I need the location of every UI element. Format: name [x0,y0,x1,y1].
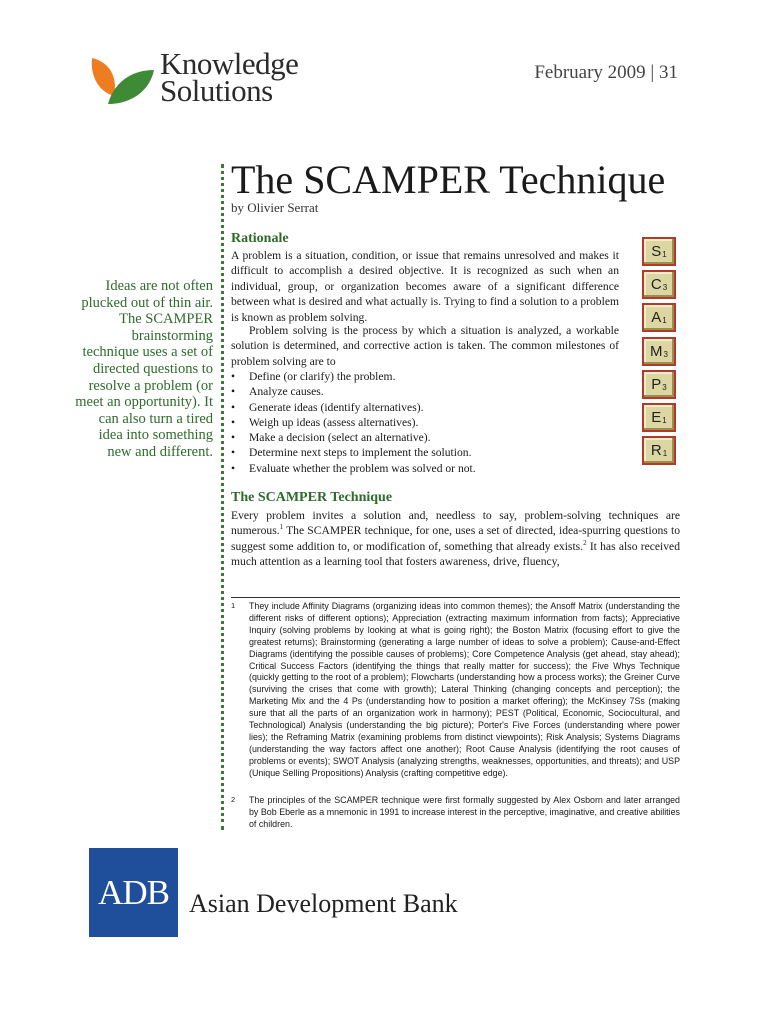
tile-letter: S [651,243,662,260]
footnote-ref-1[interactable]: 1 [279,523,284,532]
problem-solving-steps [231,369,621,476]
knowledge-solutions-logo [88,46,318,112]
adb-abbr: ADB [98,872,169,912]
adb-logo [89,848,178,937]
letter-tile [642,237,676,266]
dotted-divider [221,164,224,830]
scamper-text-2: The SCAMPER technique, for one, uses a set of directed, idea-spurring questions to suggest some addition to, or modification of, something that already exists. [231,524,680,553]
list-item: • Determine next steps to implement the solution. [231,445,621,460]
issue-date-page: February 2009 | 31 [534,62,678,83]
letter-tile [642,370,676,399]
letter-tile [642,337,676,366]
tile-letter: E [651,408,662,426]
scamper-text-1: Every problem invites a solution and, needless to say, problem-solving techniques are numerous. [231,509,680,538]
letter-tile [642,436,676,465]
letter-tile [642,270,676,299]
tile-score: 1 [662,316,667,326]
tile-letter: A [651,309,662,327]
tile-score: 1 [662,250,667,259]
footnote-ref-2[interactable]: 2 [583,538,587,547]
tile-letter: P [651,375,662,393]
brand-line-1: Knowledge [160,46,299,81]
list-item: • Analyze causes. [231,384,621,399]
byline: by Olivier Serrat [231,200,319,215]
scamper-tiles [642,237,680,469]
letter-tile [642,403,676,432]
tile-score: 3 [662,283,668,293]
list-item: • Weigh up ideas (assess alternatives). [231,415,621,430]
tile-score: 1 [662,415,667,425]
leaf-logo-icon [88,56,158,106]
tile-letter: R [650,442,662,460]
footnote-rule [231,597,680,598]
page-title: The SCAMPER Technique [231,157,666,202]
rationale-paragraph-2: Problem solving is the process by which a situation is analyzed, a workable solution is determined, and corrective action is taken. The common milestones of problem solving are to [231,324,619,368]
letter-tile [642,303,676,332]
list-item: • Define (or clarify) the problem. [231,369,621,384]
rationale-heading: Rationale [231,231,289,246]
scamper-text-3: It has also received much attention as a learning tool that fosters awareness, drive, fluency, [231,539,680,569]
footnote-number-1: 1 [231,601,236,610]
brand-line-2: Solutions [160,73,273,108]
tile-score: 1 [662,449,668,459]
scamper-heading: The SCAMPER Technique [231,490,393,505]
scamper-paragraph [231,508,680,570]
adb-name: Asian Development Bank [189,889,458,918]
list-item: • Make a decision (select an alternative). [231,430,621,445]
footnote-2: The principles of the SCAMPER technique were first formally suggested by Alex Osborn and later arranged by Bob Eberle as a mnemonic in 1991 to increase interest in the perceptive, imaginative, and creative abilities of children. [249,795,680,829]
tile-score: 3 [663,349,668,359]
tile-score: 3 [662,382,667,392]
footnote-number-2: 2 [231,795,236,804]
tile-letter: M [650,342,663,360]
list-item: • Evaluate whether the problem was solved or not. [231,461,621,476]
tile-letter: C [650,276,662,294]
list-item: • Generate ideas (identify alternatives). [231,400,621,415]
footnote-1: They include Affinity Diagrams (organizing ideas into common themes); the Ansoff Matrix (understanding the different risks of different options); Appreciation (extracting maximum information from facts); Appreciative Inquiry (solving problems by looking at what is going right); the Boston Matrix (focusing effort to give the greatest returns); Brainstorming (generating a large number of ideas to solve a problem); Cause-and-Effect Diagrams (identifying the possible causes of problems); Core Competence Analysis (get ahead, stay ahead); Critical Success Factors (identifying the things that really matter for success); the Five Whys Technique (quickly getting to the root of a problem); Flowcharts (understanding how a process works); the Greiner Curve (surviving the crises that come with growth); Lateral Thinking (changing concepts and perception); the Marketing Mix and the 4 Ps (understanding how to position a market offering); the McKinsey 7Ss (making sure that all the parts of an organization work in harmony); PEST (Political, Economic, Sociocultural, and Technological) Analysis (understanding the big picture); Porter's Five Forces (understanding where power lies); the Reframing Matrix (examining problems from distinct viewpoints); Risk Analysis; Systems Diagrams (understanding the way factors affect one another); Root Cause Analysis (identifying the root causes of problems or events); SWOT Analysis (analyzing strengths, weaknesses, opportunities, and threats); and USP (Unique Selling Propositions) Analysis (crafting competitive edge). [249,601,680,778]
brand-name [160,46,299,108]
pull-quote: Ideas are not often plucked out of thin air. The SCAMPER brainstorming technique uses a set of directed questions to resolve a problem (or meet an opportunity). It can also turn a tired idea into something new and different. [75,278,213,460]
rationale-paragraph-1: A problem is a situation, condition, or issue that remains unresolved and makes it difficult to accomplish a desired objective. It is recognized as such when an individual, group, or organization becomes aware of a significant difference between what is desired and what actually is. Trying to find a solution to a problem is known as problem solving. [231,249,619,324]
